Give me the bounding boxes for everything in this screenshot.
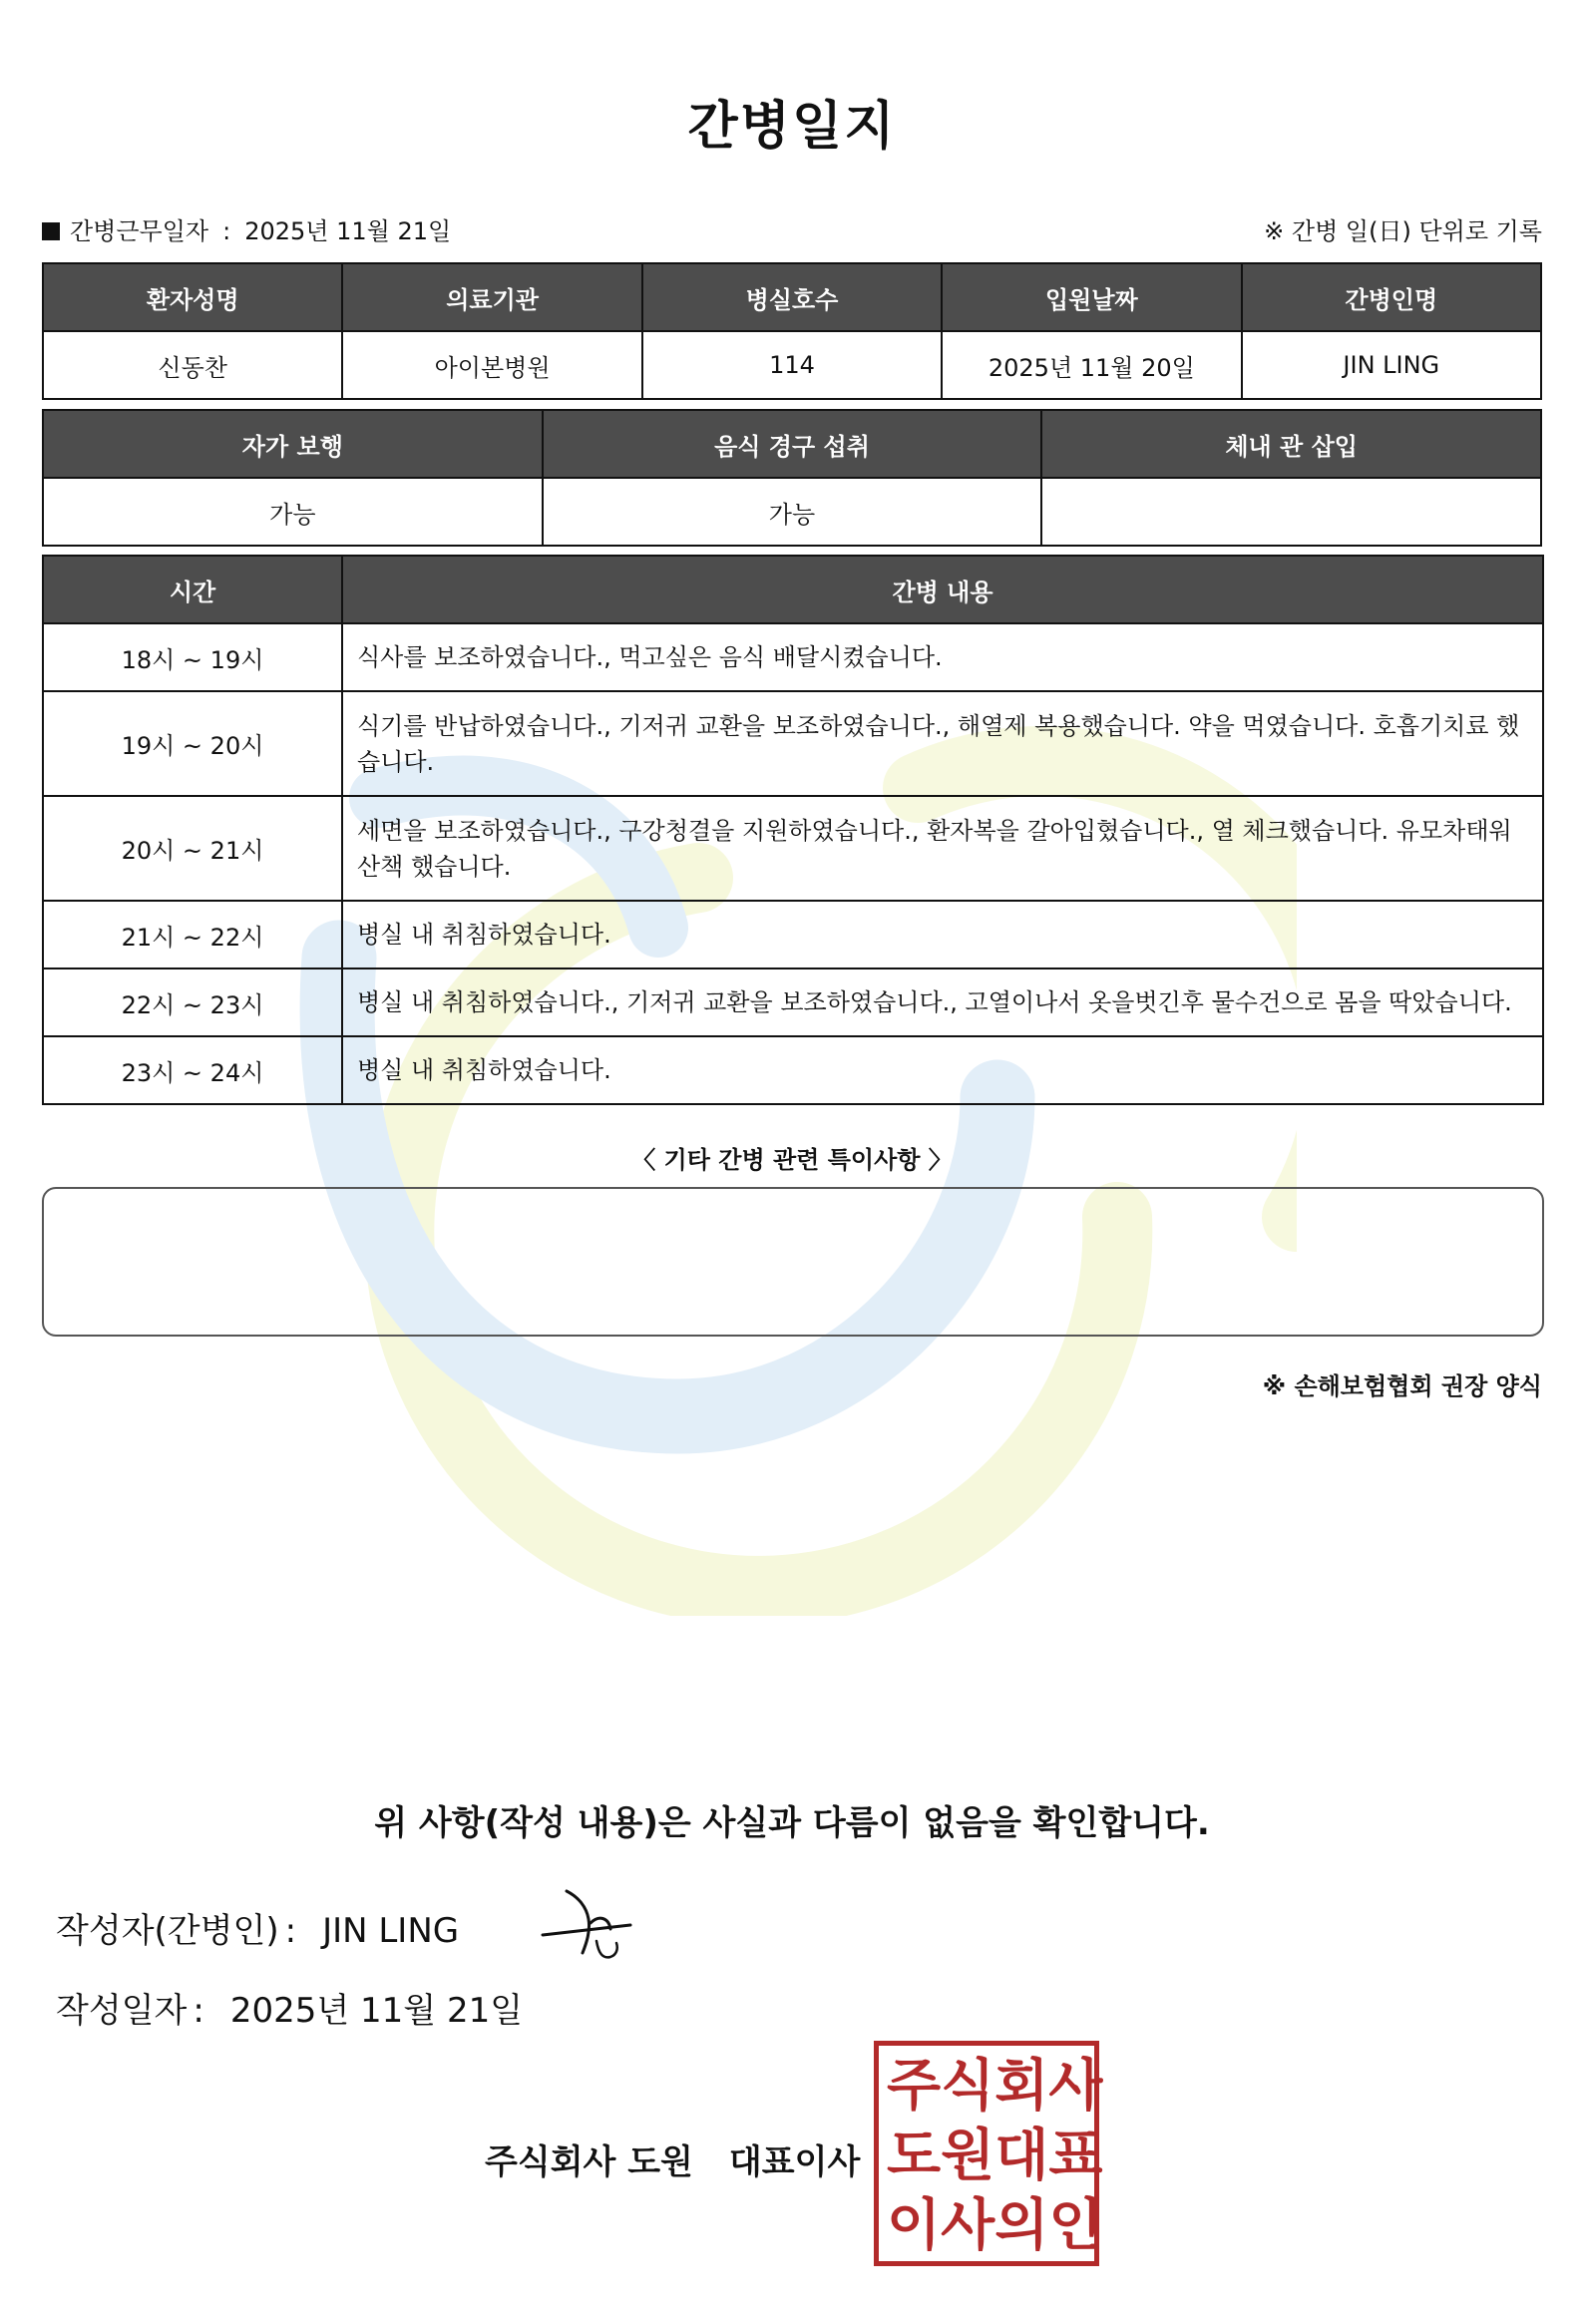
tube-insertion-value xyxy=(1041,478,1541,546)
work-date-row: 간병근무일자 : 2025년 11월 21일 xyxy=(42,211,451,246)
header-time: 시간 xyxy=(43,556,342,623)
company-role: 대표이사 xyxy=(728,2142,861,2182)
log-time: 18시 ~ 19시 xyxy=(43,623,342,691)
table-row xyxy=(43,968,1543,1036)
written-date-value: 2025년 11월 21일 xyxy=(229,1991,524,2031)
confirmation-statement: 위 사항(작성 내용)은 사실과 다름이 없음을 확인합니다. xyxy=(374,1803,1210,1843)
patient-status-table xyxy=(42,409,1542,547)
writer-name: JIN LING xyxy=(322,1911,460,1951)
hospital-name: 아이본병원 xyxy=(342,331,641,399)
header-admission-date: 입원날짜 xyxy=(942,263,1241,331)
seal-char: 주 xyxy=(887,2054,942,2119)
document-title: 간병일지 xyxy=(687,97,897,157)
header-tube-insertion: 체내 관 삽입 xyxy=(1041,410,1541,478)
log-content: 식기를 반납하였습니다., 기저귀 교환을 보조하였습니다., 해열제 복용했습니다. 약을 먹였습니다. 호흡기치료 했습니다. xyxy=(342,691,1543,796)
table-row xyxy=(43,796,1543,901)
log-time: 23시 ~ 24시 xyxy=(43,1036,342,1104)
log-content: 세면을 보조하였습니다., 구강청결을 지원하였습니다., 환자복을 갈아입혔습니다., 열 체크했습니다. 유모차태워 산책 했습니다. xyxy=(342,796,1543,901)
log-content: 병실 내 취침하였습니다. xyxy=(342,901,1543,968)
header-oral-intake: 음식 경구 섭취 xyxy=(543,410,1042,478)
signature-icon xyxy=(539,1883,638,1963)
writer-row: 작성자(간병인) : JIN LING xyxy=(56,1911,460,1951)
seal-char: 도 xyxy=(887,2124,942,2188)
written-date-row: 작성일자 : 2025년 11월 21일 xyxy=(56,1991,524,2031)
self-walking-value: 가능 xyxy=(43,478,543,546)
header-hospital: 의료기관 xyxy=(342,263,641,331)
seal-char: 인 xyxy=(1048,2193,1103,2258)
header-patient-name: 환자성명 xyxy=(43,263,342,331)
care-log-table xyxy=(42,555,1544,1105)
table-row xyxy=(43,901,1543,968)
written-date-label: 작성일자 xyxy=(56,1991,188,2031)
company-seal-stamp xyxy=(874,2041,1103,2266)
work-date-label: 간병근무일자 xyxy=(70,217,209,245)
log-content: 병실 내 취침하였습니다. xyxy=(342,1036,1543,1104)
seal-char: 의 xyxy=(994,2193,1049,2258)
caregiver-name: JIN LING xyxy=(1242,331,1541,399)
table-row xyxy=(43,623,1543,691)
log-time: 21시 ~ 22시 xyxy=(43,901,342,968)
oral-intake-value: 가능 xyxy=(543,478,1042,546)
header-care-content: 간병 내용 xyxy=(342,556,1543,623)
log-time: 22시 ~ 23시 xyxy=(43,968,342,1036)
seal-char: 표 xyxy=(1048,2124,1103,2188)
header-caregiver-name: 간병인명 xyxy=(1242,263,1541,331)
room-number: 114 xyxy=(642,331,942,399)
header-self-walking: 자가 보행 xyxy=(43,410,543,478)
daily-record-note: ※ 간병 일(日) 단위로 기록 xyxy=(1264,217,1542,245)
log-time: 20시 ~ 21시 xyxy=(43,796,342,901)
special-notes-title: 〈 기타 간병 관련 특이사항 〉 xyxy=(631,1146,953,1174)
seal-char: 식 xyxy=(941,2054,995,2119)
square-bullet-icon xyxy=(42,222,60,240)
log-content: 식사를 보조하였습니다., 먹고싶은 음식 배달시켰습니다. xyxy=(342,623,1543,691)
table-row xyxy=(43,1036,1543,1104)
log-time: 19시 ~ 20시 xyxy=(43,691,342,796)
seal-char: 대 xyxy=(994,2124,1049,2188)
seal-char: 원 xyxy=(941,2124,995,2188)
special-notes-box xyxy=(42,1187,1544,1337)
seal-char: 회 xyxy=(994,2054,1049,2119)
seal-char: 사 xyxy=(1048,2054,1103,2119)
patient-info-table xyxy=(42,262,1542,400)
log-content: 병실 내 취침하였습니다., 기저귀 교환을 보조하였습니다., 고열이나서 옷을벗긴후 물수건으로 몸을 딱았습니다. xyxy=(342,968,1543,1036)
header-room: 병실호수 xyxy=(642,263,942,331)
company-name: 주식회사 도원 xyxy=(485,2142,693,2182)
table-row xyxy=(43,691,1543,796)
patient-name: 신동찬 xyxy=(43,331,342,399)
recommended-form-note: ※ 손해보험협회 권장 양식 xyxy=(1262,1372,1542,1400)
admission-date: 2025년 11월 20일 xyxy=(942,331,1241,399)
seal-char: 이 xyxy=(887,2193,942,2258)
seal-char: 사 xyxy=(941,2193,995,2258)
company-signature-line xyxy=(485,2134,860,2183)
writer-label: 작성자(간병인) xyxy=(56,1911,279,1951)
work-date-value: 2025년 11월 21일 xyxy=(244,217,452,245)
